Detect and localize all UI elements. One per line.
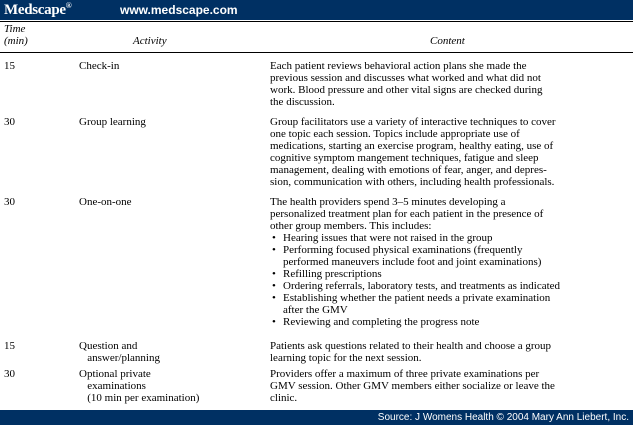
content-line: learning topic for the next session. — [270, 352, 422, 364]
content-line: GMV session. Other GMV members either socialize or leave the — [270, 380, 555, 392]
content-line: clinic. — [270, 392, 298, 404]
medscape-logo[interactable] — [4, 1, 71, 19]
content-line: sion, communication with others, including health professionals. — [270, 176, 555, 188]
content-line: Patients ask questions related to their health and choose a group — [270, 340, 552, 352]
content-line: personalized treatment plan for each patient in the presence of — [270, 208, 544, 220]
site-url-link[interactable]: www.medscape.com — [120, 3, 238, 17]
content-line: the discussion. — [270, 96, 335, 108]
content-line: medications, starting an exercise program, healthy eating, use of — [270, 140, 554, 152]
cell-content — [270, 340, 630, 364]
column-header-time — [4, 23, 28, 47]
bullet-icon: • — [272, 280, 276, 292]
content-line: Each patient reviews behavioral action plans she made the — [270, 60, 527, 72]
cell-activity — [79, 368, 259, 404]
cell-time: 30 — [4, 116, 15, 128]
bullet-icon: • — [272, 292, 276, 304]
content-line: cognitive symptom mangement techniques, fatigue and sleep — [270, 152, 539, 164]
cell-activity — [79, 60, 259, 72]
cell-content — [270, 116, 630, 188]
bullet-item-line — [270, 292, 630, 304]
content-line: Group facilitators use a variety of interactive techniques to cover — [270, 116, 556, 128]
bullet-item-line — [270, 304, 630, 316]
bullet-icon: • — [272, 268, 276, 280]
activity-line: Check-in — [79, 60, 120, 72]
bullet-text: Hearing issues that were not raised in the group — [283, 232, 493, 244]
bullet-text: Reviewing and completing the progress note — [283, 316, 480, 328]
bullet-item-line — [270, 316, 630, 328]
cell-time: 15 — [4, 60, 15, 72]
activity-line: examinations — [79, 380, 146, 392]
content-line: other group members. This includes: — [270, 220, 432, 232]
content-line: one topic each session. Topics include appropriate use of — [270, 128, 520, 140]
medscape-header-bar — [0, 0, 633, 20]
time-header-line2: (min) — [4, 35, 28, 47]
cell-time: 30 — [4, 368, 15, 380]
column-header-activity: Activity — [133, 35, 167, 47]
content-line: management, dealing with emotions of fear, anger, and depres- — [270, 164, 547, 176]
activity-line: (10 min per examination) — [79, 392, 200, 404]
source-footer-bar — [0, 410, 633, 425]
content-line: Providers offer a maximum of three private examinations per — [270, 368, 540, 380]
logo-text: Medscape — [4, 2, 66, 18]
bullet-icon: • — [272, 232, 276, 244]
bullet-item-line — [270, 280, 630, 292]
bullet-icon: • — [272, 244, 276, 256]
table-top-rule — [0, 21, 633, 22]
cell-content — [270, 196, 630, 328]
bullet-item-line — [270, 256, 630, 268]
bullet-text: Ordering referrals, laboratory tests, and treatments as indicated — [283, 280, 561, 292]
cell-activity — [79, 196, 259, 208]
bullet-text: Establishing whether the patient needs a private examination — [283, 292, 551, 304]
activity-line: One-on-one — [79, 196, 132, 208]
activity-line: Question and — [79, 340, 138, 352]
logo-registered-mark: ® — [65, 1, 72, 10]
column-header-content: Content — [430, 35, 465, 47]
cell-activity — [79, 340, 259, 364]
bullet-text: Refilling prescriptions — [283, 268, 382, 280]
source-citation: Source: J Womens Health © 2004 Mary Ann Liebert, Inc. — [377, 412, 629, 423]
cell-time: 15 — [4, 340, 15, 352]
header-bottom-rule — [0, 52, 633, 53]
cell-content — [270, 368, 630, 404]
cell-content — [270, 60, 630, 108]
activity-line: answer/planning — [79, 352, 160, 364]
bullet-text: after the GMV — [283, 304, 348, 316]
bullet-item-line — [270, 232, 630, 244]
content-line: previous session and discusses what worked and what did not — [270, 72, 541, 84]
cell-activity — [79, 116, 259, 128]
bullet-item-line — [270, 244, 630, 256]
bullet-text: Performing focused physical examinations (frequently — [283, 244, 523, 256]
cell-time: 30 — [4, 196, 15, 208]
time-header-line1: Time — [4, 23, 26, 35]
bullet-icon: • — [272, 316, 276, 328]
activity-line: Optional private — [79, 368, 151, 380]
activity-line: Group learning — [79, 116, 146, 128]
bullet-text: performed maneuvers include foot and joint examinations) — [283, 256, 542, 268]
content-line: The health providers spend 3–5 minutes developing a — [270, 196, 506, 208]
bullet-item-line — [270, 268, 630, 280]
content-line: work. Blood pressure and other vital signs are checked during — [270, 84, 543, 96]
